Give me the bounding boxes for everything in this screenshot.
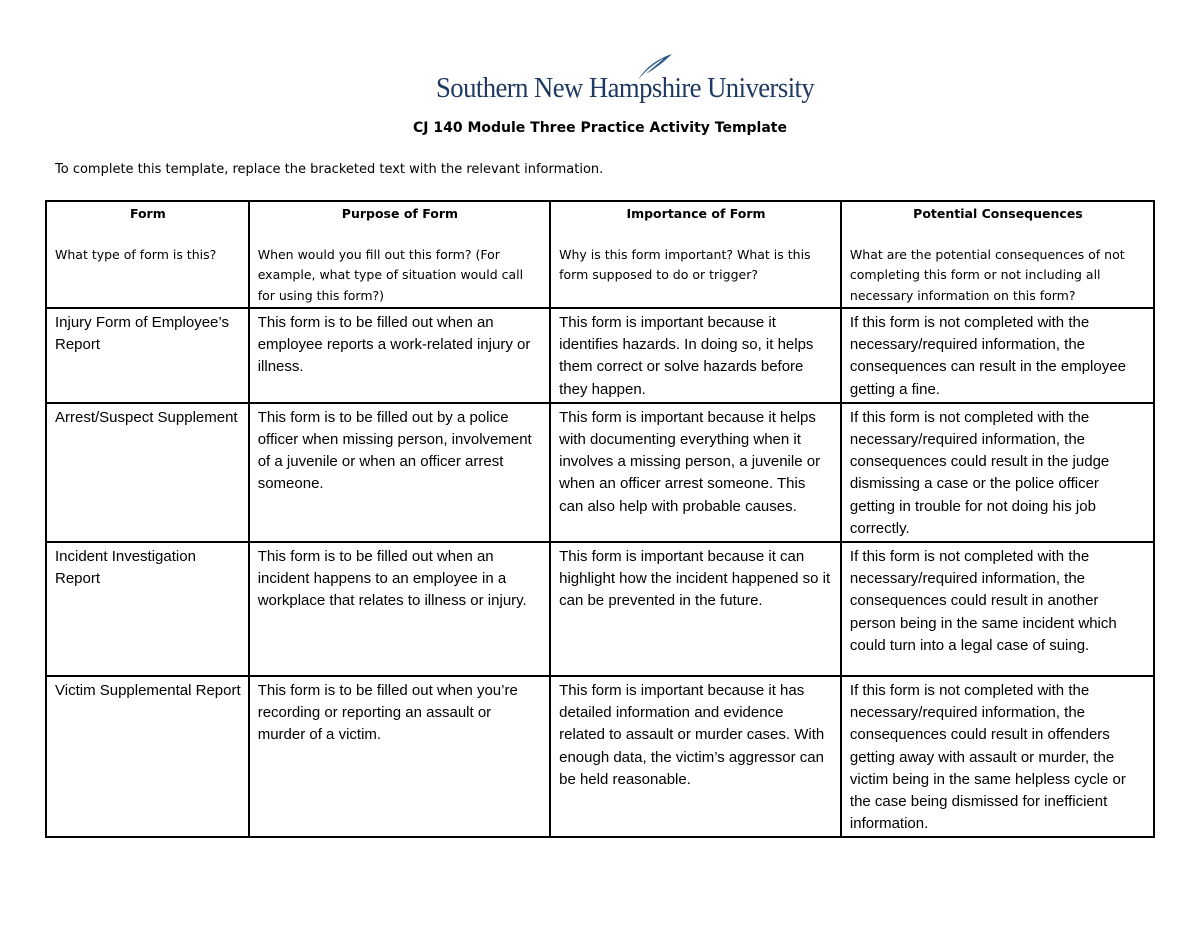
- cell-importance: This form is important because it identifies hazards. In doing so, it helps them correct or solve hazards before they happen.: [550, 308, 841, 403]
- header-consequences: [841, 201, 1154, 308]
- table-row: [46, 403, 1154, 542]
- header-purpose: [249, 201, 550, 308]
- cell-form: Victim Supplemental Report: [46, 676, 249, 837]
- header-title: Purpose of Form: [341, 206, 459, 221]
- header-importance: [550, 201, 841, 308]
- cell-consequences: If this form is not completed with the necessary/required information, the consequences can result in the employee getting a fine.: [841, 308, 1154, 403]
- table-row: [46, 542, 1154, 676]
- header-title: Potential Consequences: [913, 206, 1083, 221]
- table-header-row: [46, 201, 1154, 308]
- table-row: [46, 308, 1154, 403]
- cell-form: Arrest/Suspect Supplement: [46, 403, 249, 542]
- header-form: [46, 201, 249, 308]
- cell-purpose: This form is to be filled out when you’re recording or reporting an assault or murder of a victim.: [249, 676, 550, 837]
- header-title: Importance of Form: [626, 206, 766, 221]
- page-title: CJ 140 Module Three Practice Activity Template: [413, 120, 787, 136]
- header-title: Form: [129, 206, 166, 221]
- table-row: [46, 676, 1154, 837]
- header-subtitle: What type of form is this?: [55, 246, 217, 262]
- logo-text: Southern New Hampshire University: [436, 72, 815, 104]
- header-subtitle: What are the potential consequences of not completing this form or not including all necessary information on this form?: [849, 246, 1125, 303]
- instruction-text: To complete this template, replace the bracketed text with the relevant information.: [55, 162, 604, 177]
- cell-consequences: If this form is not completed with the necessary/required information, the consequences could result in another person being in the same incident which could turn into a legal case of suing.: [841, 542, 1154, 676]
- cell-purpose: This form is to be filled out when an employee reports a work-related injury or illness.: [249, 308, 550, 403]
- forms-table: [45, 200, 1155, 838]
- cell-consequences: If this form is not completed with the necessary/required information, the consequences could result in the judge dismissing a case or the police officer getting in trouble for not doing his job correctly.: [841, 403, 1154, 542]
- cell-purpose: This form is to be filled out when an incident happens to an employee in a workplace that relates to illness or injury.: [249, 542, 550, 676]
- cell-purpose: This form is to be filled out by a police officer when missing person, involvement of a juvenile or when an officer arrest someone.: [249, 403, 550, 542]
- cell-importance: This form is important because it can highlight how the incident happened so it can be prevented in the future.: [550, 542, 841, 676]
- cell-consequences: If this form is not completed with the necessary/required information, the consequences could result in offenders getting away with assault or murder, the victim being in the same helpless cycle or the case being dismissed for inefficient information.: [841, 676, 1154, 837]
- header-subtitle: When would you fill out this form? (For example, what type of situation would call for using this form?): [257, 246, 524, 303]
- cell-form: Incident Investigation Report: [46, 542, 249, 676]
- cell-importance: This form is important because it has detailed information and evidence related to assault or murder cases. With enough data, the victim’s aggressor can be held reasonable.: [550, 676, 841, 837]
- cell-form: Injury Form of Employee’s Report: [46, 308, 249, 403]
- university-logo: [436, 52, 815, 104]
- header-subtitle: Why is this form important? What is this form supposed to do or trigger?: [559, 246, 811, 282]
- cell-importance: This form is important because it helps with documenting everything when it involves a missing person, a juvenile or when an officer arrest someone. This can also help with probable causes.: [550, 403, 841, 542]
